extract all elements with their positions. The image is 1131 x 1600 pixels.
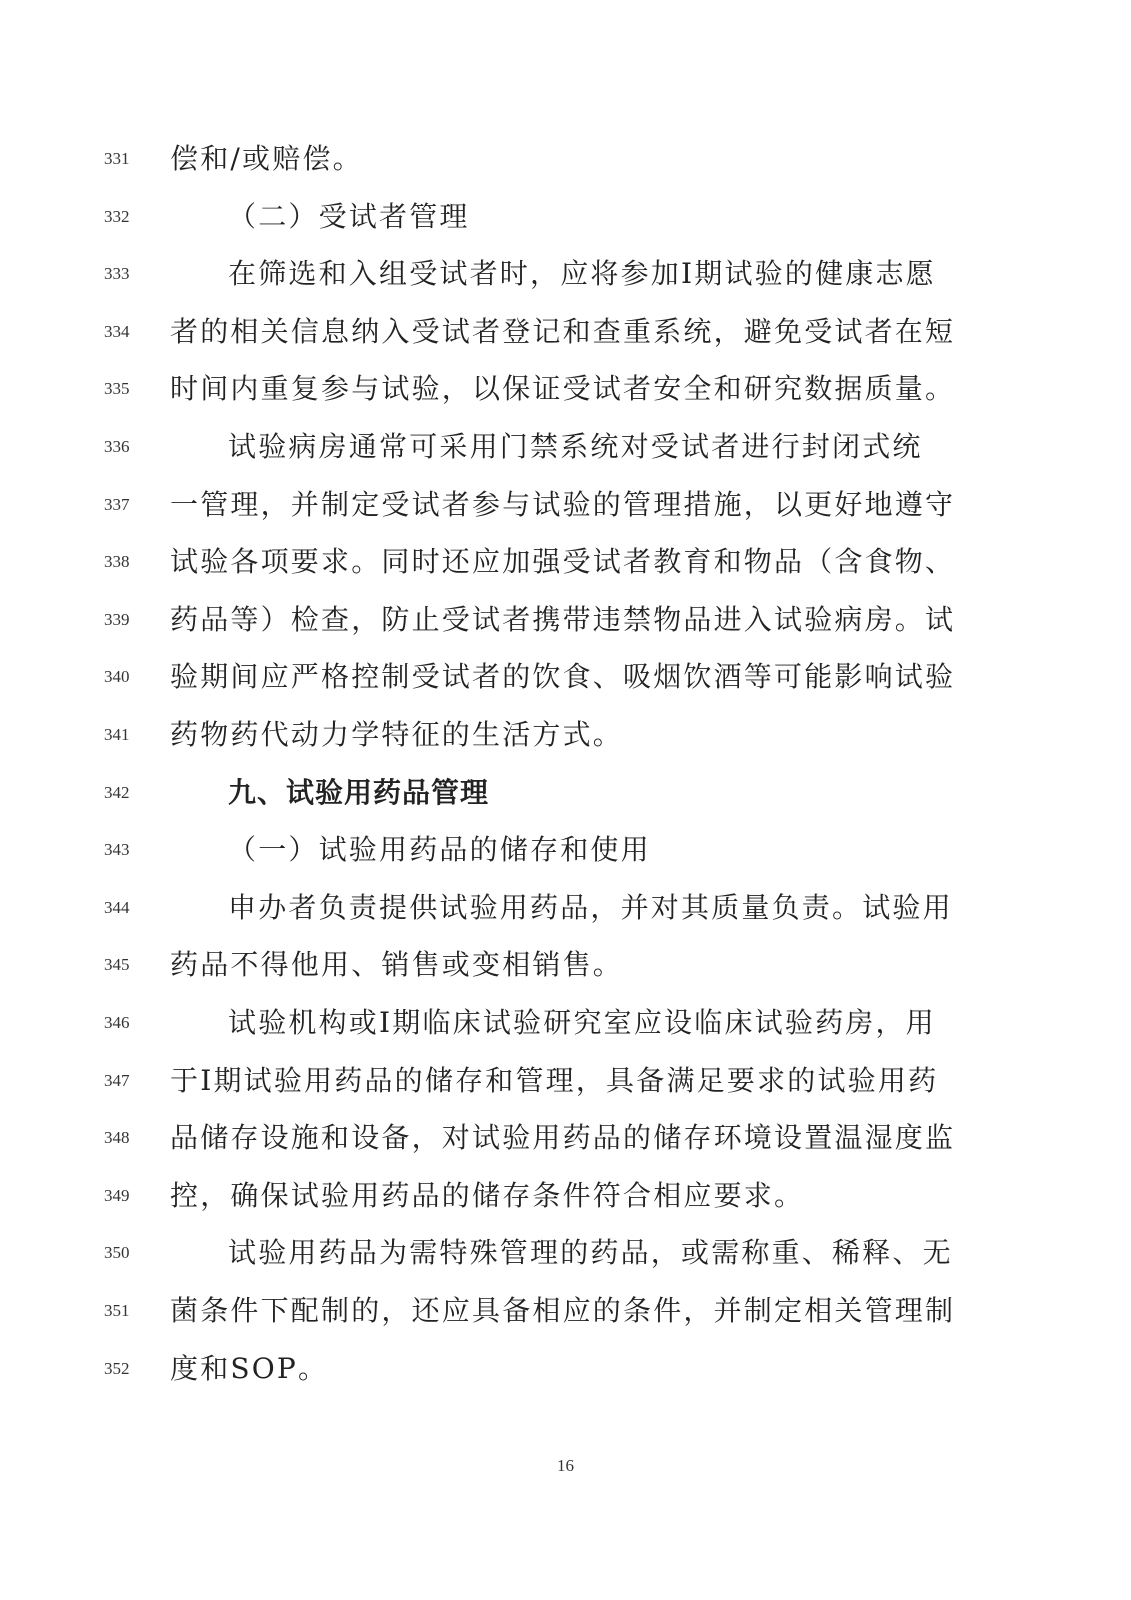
line-number: 333: [104, 264, 130, 284]
line-text: 偿和/或赔偿。: [170, 142, 363, 175]
document-line: [0, 245, 1131, 303]
document-line: [0, 418, 1131, 476]
line-text: 试验病房通常可采用门禁系统对受试者进行封闭式统: [228, 430, 923, 463]
line-number: 346: [104, 1013, 130, 1032]
line-number: 345: [104, 955, 130, 975]
document-line: [0, 821, 1131, 879]
line-number: 348: [104, 1128, 130, 1148]
document-line: [0, 879, 1131, 937]
line-text: 于Ⅰ期试验用药品的储存和管理，具备满足要求的试验用药: [170, 1063, 939, 1097]
document-line: [0, 994, 1131, 1052]
document-line: [0, 533, 1131, 591]
line-number: 349: [104, 1185, 130, 1205]
line-number: 331: [104, 149, 130, 168]
line-number: 338: [104, 552, 130, 572]
document-line: [0, 706, 1131, 764]
document-line: [0, 188, 1131, 246]
line-number: 343: [104, 840, 130, 860]
line-text: 试验用药品为需特殊管理的药品，或需称重、稀释、无: [228, 1236, 953, 1270]
document-line: [0, 303, 1131, 361]
line-text: 药品等）检查，防止受试者携带违禁物品进入试验病房。试: [170, 602, 956, 636]
line-text: 在筛选和入组受试者时，应将参加Ⅰ期试验的健康志愿: [228, 257, 936, 291]
page-number: 16: [557, 1456, 574, 1475]
line-number: 334: [104, 321, 130, 341]
line-number: 344: [104, 897, 130, 917]
line-text: 验期间应严格控制受试者的饮食、吸烟饮酒等可能影响试验: [170, 660, 956, 694]
document-line: [0, 130, 1131, 188]
line-number: 340: [104, 667, 130, 687]
line-number: 351: [104, 1301, 130, 1320]
document-line: [0, 1282, 1131, 1340]
document-line: [0, 360, 1131, 418]
document-line: [0, 1340, 1131, 1398]
document-line: [0, 936, 1131, 994]
line-number: 341: [104, 725, 130, 744]
line-number: 332: [104, 206, 130, 226]
line-number: 342: [104, 782, 130, 802]
document-line: [0, 1109, 1131, 1167]
line-text: 度和SOP。: [170, 1351, 329, 1385]
document-line: [0, 764, 1131, 822]
document-line: [0, 1052, 1131, 1110]
line-number: 350: [104, 1243, 130, 1263]
line-text: 者的相关信息纳入受试者登记和查重系统，避免受试者在短: [170, 314, 956, 348]
document-line: [0, 1224, 1131, 1282]
line-number: 352: [104, 1358, 130, 1378]
line-number: 347: [104, 1070, 130, 1090]
line-text: 控，确保试验用药品的储存条件符合相应要求。: [170, 1178, 805, 1212]
document-line: [0, 1167, 1131, 1225]
line-text: 药品不得他用、销售或变相销售。: [170, 948, 624, 982]
subsection-heading: （一）试验用药品的储存和使用: [228, 833, 651, 867]
line-text: 菌条件下配制的，还应具备相应的条件，并制定相关管理制: [170, 1294, 956, 1327]
line-text: 一管理，并制定受试者参与试验的管理措施，以更好地遵守: [170, 487, 956, 521]
line-text: 时间内重复参与试验，以保证受试者安全和研究数据质量。: [170, 372, 956, 406]
line-number: 339: [104, 609, 130, 629]
section-heading: 九、试验用药品管理: [228, 775, 490, 809]
line-text: 试验机构或Ⅰ期临床试验研究室应设临床试验药房，用: [228, 1006, 936, 1039]
line-text: 药物药代动力学特征的生活方式。: [170, 718, 624, 751]
line-text: 申办者负责提供试验用药品，并对其质量负责。试验用: [228, 890, 953, 924]
document-line: [0, 591, 1131, 649]
line-number: 335: [104, 379, 130, 399]
line-number: 337: [104, 494, 130, 514]
line-text: 试验各项要求。同时还应加强受试者教育和物品（含食物、: [170, 545, 956, 579]
document-line: [0, 476, 1131, 534]
subsection-heading: （二）受试者管理: [228, 199, 470, 233]
line-text: 品储存设施和设备，对试验用药品的储存环境设置温湿度监: [170, 1121, 956, 1155]
line-number: 336: [104, 437, 130, 456]
document-line: [0, 648, 1131, 706]
